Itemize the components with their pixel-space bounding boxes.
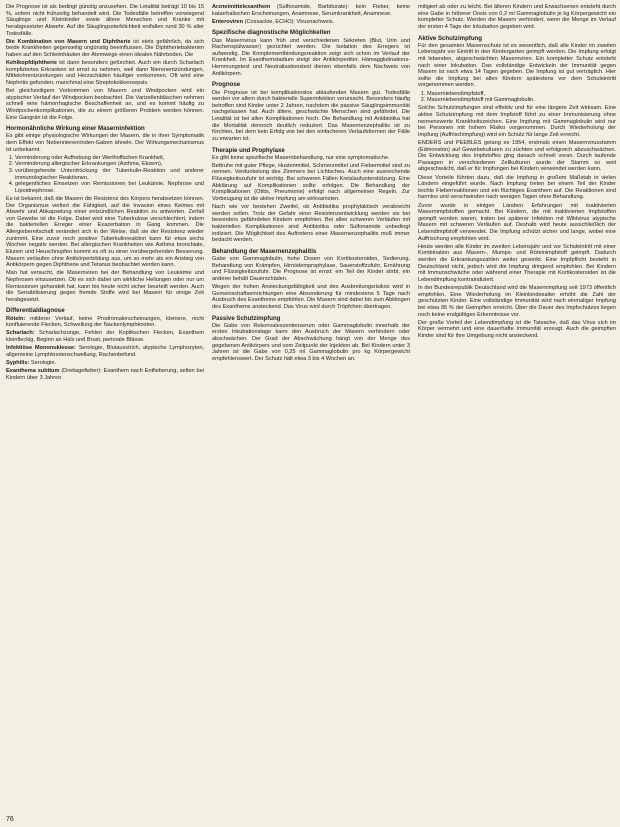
body-paragraph [212, 323, 410, 363]
list-item: 1. Masernlebendimpfstoff, [427, 91, 616, 98]
body-paragraph [418, 4, 616, 31]
paragraph-text: Es gibt keine spezifische Masernbehandlung, nur eine symptomatische. [212, 154, 390, 161]
paragraph-text: Heute werden alle Kinder im zweiten Lebensjahr und vor Schuleintritt mit einer Kombination aus Masern-, Mumps- und Rötelnimpfstoff geimpft. Dadurch werden die Erkrankungszahlen weiter gesenkt. Eine Impfpflicht besteht in Deutschland nicht, jedoch wird die Impfung dringend empfohlen. Bei Kindern mit Immunschwäche oder während einer Therapie mit Kortikosteroiden ist die Lebendimpfung kontraindiziert. [418, 243, 616, 283]
body-paragraph [6, 368, 204, 381]
body-paragraph [418, 244, 616, 284]
body-paragraph [6, 196, 204, 269]
body-paragraph [212, 19, 410, 26]
section-heading: Passive Schutzimpfung [212, 314, 281, 322]
body-paragraph [212, 90, 410, 143]
paragraph-text: Der große Vorteil der Lebendimpfung ist die Tatsache, daß das Virus sich im Körper vermehrt und eine dauerhafte Immunität erzeugt. Auch die geimpften Kinder sind für ihre Umgebung nicht ansteckend. [418, 319, 616, 339]
body-paragraph [212, 4, 410, 17]
body-paragraph [418, 43, 616, 89]
paragraph-text: Solche Schutzimpfungen sind effektiv und für eine längere Zeit wirksam. Eine aktive Schutzimpfung mit dem Impfstoff führt zu einer Immunisierung ohne nennenswerte Krankheitszeichen. Eine Impfung mit Gammaglobulin wird nur bei Personen mit hohem Risiko vorgenommen. Durch Wiederholung der Impfung (Auffrischimpfung) wird ein Schutz für lange Zeit erreicht. [418, 105, 616, 138]
list-item: 2. Verminderung allergischer Erkrankungen (Asthma, Ekzem), [15, 161, 204, 168]
paragraph-text: Wegen der hohen Ansteckungsfähigkeit und des Ausbreitungsrisikos wird in Gemeinschaftseinrichtungen eine Absonderung für mindestens 5 Tage nach Ausbruch des Exanthems empfohlen. Die Masern sind dabei bis zum Abklingen des Exanthems ansteckend. Das Virus wird durch Tröpfchen übertragen. [212, 284, 410, 310]
body-paragraph [418, 285, 616, 318]
body-paragraph [418, 140, 616, 173]
body-paragraph [212, 256, 410, 283]
paragraph-text: milderer Verlauf, keine Prodromalerscheinungen, kleinere, nicht konfluierende Flecken, Schwellung der Nackenlymphknoten. [6, 315, 204, 329]
paragraph-text: Zuvor wurde in einigen Ländern Erfahrungen mit inaktivierten Masernimpfstoffen gemacht. Bei Kindern, die mit inaktivierten Impfstoffen geimpft worden waren, traten bei späterer Infektion mit Wildvirus atypische Masern mit schweren Verläufen auf. Deshalb wird heute ausschließlich der Lebendimpfstoff verwendet. Die Impfung schützt sicher und lange, wobei eine Auffrischung empfohlen wird. [418, 202, 616, 242]
paragraph-text: ist dann besonders gefürchtet. Auch ein durch Scharlach kompliziertes Erkranken ist ernst zu nehmen, weil dann Nierenentzündungen, Mittelohrentzündungen und Herzschäden häufiger vorkommen. Oft wird eine Nephritis gefunden, manchmal eine Streptokokkensepsis. [6, 60, 204, 86]
body-paragraph [418, 175, 616, 202]
body-paragraph [6, 4, 204, 37]
body-paragraph [6, 270, 204, 303]
paragraph-text: Für den gesamten Masernschutz ist es wesentlich, daß alle Kinder im zweiten Lebensjahr vor Eintritt in den Kindergarten geimpft werden. Die Impfung erfolgt mit lebenden, abgeschwächten Masernviren. Ein kompletter Schutz entsteht nach einer Inkubation. Das vollständige Entwickeln der Immunität gegen Masern ist nach etwa 14 Tagen gegeben. Die Impfung ist gut verträglich. Hier sollte die Impfung bei allen Kindern spätestens vor dem Schuleintritt vorgenommen werden. [418, 42, 616, 89]
paragraph-text: Scharlachzunge, Fehlen der Koplikschen Flecken, Exanthem kleinfleckig, Beginn an Hals und Brust, periorale Blässe. [6, 330, 204, 344]
paragraph-text: (Coxsackie, ECHO): Virusnachweis. [244, 18, 335, 25]
paragraph-text: In der Bundesrepublik Deutschland wird die Masernimpfung seit 1973 öffentlich empfohlen. Eine Wiederholung im Kleinkindesalter erhöht die Zahl der geschützten Kinder. Eine vollständige Immunität wird nach einmaliger Impfung bei etwa 95 % der Geimpften erreicht. Über die Dauer des Impfschutzes liegen noch keine endgültigen Erkenntnisse vor. [418, 285, 616, 318]
bold-lead-term: Die Kombination von Masern und Diphtherie [6, 38, 131, 45]
document-page [6, 4, 616, 816]
section-heading: Therapie und Prophylaxe [212, 146, 285, 154]
body-paragraph [418, 105, 616, 138]
paragraph-text: (Sulfonamide, Barbiturate): kein Fieber, keine katarrhalischen Erscheinungen, Anamnese, Serumkrankheit, Anamnese. [212, 4, 410, 17]
bold-lead-term: Kehlkopfdiphtherie [6, 60, 57, 66]
body-paragraph [6, 330, 204, 343]
section-heading: Differentialdiagnose [6, 307, 65, 315]
text-column-left [6, 4, 204, 816]
paragraph-text: Serologie, Blutausstrich, atypische Lymphozyten, allgemeine Lymphknotenschwellung, Rachenbefund. [6, 345, 204, 358]
body-paragraph [6, 60, 204, 87]
section-heading: Behandlung der Masernenzephalitis [212, 247, 317, 255]
paragraph-text: mitigiert ab oder zu leicht. Bei älteren Kindern und Erwachsenen entsteht durch eine Gabe in höherer Dosis von 0,2 ml Gammaglobulin je kg Körpergewicht ein kompletter Schutz. Werden die Masern verhindert, wenn die Menge im Verlauf der ersten 4 Tage der Inkubation gegeben wird. [418, 4, 616, 30]
body-paragraph [6, 345, 204, 358]
paragraph-text: Nach wie vor bestehen Zweifel, ob Antibiotika prophylaktisch verabreicht werden sollen. Trotz der Gefahr einer Resistenzentwicklung werden sie bei besonders gefährdeten Kindern empfohlen. Bei allen schweren Verläufen mit bakteriellen Komplikationen sind Antibiotika oder Sulfonamide unbedingt indiziert. Die Möglichkeit des Auftretens einer Masernenzephalitis muß immer bedacht werden. [212, 204, 410, 244]
body-paragraph [418, 320, 616, 340]
bold-lead-term: Scharlach: [6, 330, 35, 337]
paragraph-text: Man hat versucht, die Masernviren bei der Behandlung von Leukämie und Nephrosen einzusetzen. Ob es sich dabei um wirkliche Heilungen oder nur um Remissionen gehandelt hat, kann bis heute nicht sicher beurteilt werden. Auch die Sensibilisierung gegen fremde Stoffe wird bei Masern für einige Zeit herabgesetzt. [6, 270, 204, 303]
paragraph-text: Diese Vorteile führten dazu, daß die Impfung in großem Maßstab in vielen Ländern eingeführt wurde. Nach Impfung treten bei einem Teil der Kinder leichte Fieberreaktionen und ein flüchtiges Exanthem auf. Die Reaktionen sind harmlos und verschwinden nach wenigen Tagen ohne Behandlung. [418, 174, 616, 201]
body-paragraph [212, 163, 410, 203]
section-heading: Prognose [212, 81, 241, 89]
paragraph-text: Serologie. [30, 359, 57, 366]
section-heading: Hormonähnliche Wirkung einer Maserninfektion [6, 125, 145, 133]
paragraph-text: ENDERS und PEEBLES gelang es 1954, erstmals einen Masernvirusstamm (Edmonston) auf Gewebekulturen zu züchten und erfolgreich abzuschwächen. Die Entwicklung des Impfstoffes ging danach schnell voran. Durch laufende Passagen in verschiedenen Zellkulturen wurde der Stamm so weit abgeschwächt, daß er für Impfungen bei Kindern verwendet werden kann. [418, 139, 616, 173]
section-heading: Aktive Schutzimpfung [418, 34, 482, 42]
text-column-middle [212, 4, 410, 816]
paragraph-text: Bettruhe mit guter Pflege, Hustenmittel, Schmerzmittel und Fiebermittel sind zu nennen. Verdunkelung des Zimmers bei Lichtscheu. Auch eine ausreichende Flüssigkeitszufuhr ist wichtig. Bei schweren Fällen Kreislaufunterstützung. Eine Abklärung auf Komplikationen sollte erfolgen. Die Behandlung der Komplikationen (Otitis, Pneumonie) erfolgt nach allgemeinen Regeln. Zur Vorbeugung ist die aktive Impfung am wirksamsten. [212, 162, 410, 202]
paragraph-text: Es gibt einige physiologische Wirkungen der Masern, die in ihrer Symptomatik dem Effekt von Nebennierenrinden-Gaben ähneln. Der Wirkungsmechanismus ist unbekannt. [6, 133, 204, 153]
list-item: 1. Verminderung oder Aufhebung der Werlhoffschen Krankheit, [15, 155, 204, 162]
list-item: 2. Masernlebendimpfstoff mit Gammaglobulin. [427, 97, 616, 104]
body-paragraph [6, 316, 204, 329]
bold-lead-term: Infektiöse Mononukleose: [6, 345, 76, 352]
bold-lead-term: Enteroviren [212, 18, 244, 25]
list-item: 4. gelegentliches Einsetzen von Remissionen bei Leukämie, Nephrose und Lipoidnephrose. [15, 181, 204, 194]
list-item: 3. vorübergehende Unterdrückung der Tuberkulin-Reaktion und anderer immunologischer Reaktionen, [15, 168, 204, 181]
paragraph-text: Bei gleichzeitigem Vorkommen von Masern und Windpocken wird ein atypischer Verlauf der Windpocken beobachtet. Die Varizellenbläschen nehmen schnell eine hämorrhagische Beschaffenheit an, und es kommt häufig zu Windpockenkomplikationen, die zu einem größeren Problem werden können. Eine Gangrän ist die Folge. [6, 88, 204, 121]
body-paragraph [212, 204, 410, 244]
numbered-list [418, 91, 616, 104]
body-paragraph [6, 88, 204, 121]
body-paragraph [6, 133, 204, 153]
paragraph-text: (Dreitagefieber): Exanthem nach Entfieberung, selten bei Kindern über 3 Jahren. [6, 368, 204, 381]
body-paragraph [212, 155, 410, 162]
paragraph-text: Die Prognose ist bei komplikationslos ablaufenden Masern gut. Todesfälle werden vor allem durch bakterielle Superinfektion verursacht. Besonders häufig betroffen sind Kinder unter 2 Jahren, nachdem die passive Säuglingsimmunität nachgelassen hat. Auch ältere, geschwächte Menschen sind gefährdet. Die Letalität ist bei allen Komplikationen hoch. Die Behandlung mit Antibiotika hat die Mortalität dennoch deutlich reduziert. Das Masernenzephalitis ist zu fürchten, bei dem kein Erfolg wie bei den einfacheren Verlaufsformen der Fälle zu erwarten ist. [212, 89, 410, 142]
body-paragraph [212, 38, 410, 78]
paragraph-text: Die Gabe von Rekonvaleszentenserum oder Gammaglobulin innerhalb der ersten Inkubationstage kann den Ausbruch der Masern verhindern oder abschwächen. Der Grad der Abschwächung hängt von der Menge des gegebenen Antikörpers und vom Zeitpunkt der Injektion ab. Bei Kindern unter 3 Jahren ist die Gabe von 0,25 ml Gammaglobulin pro kg Körpergewicht empfehlenswert. Der Schutz hält etwa 3 bis 4 Wochen an. [212, 322, 410, 362]
page-number: 76 [6, 816, 14, 823]
paragraph-text: Gabe von Gammaglobulin, hohe Dosen von Kortikosteroiden, Sedierung, Behandlung von Krämpfen, Hirnödemprophylaxe, Sauerstoffzufuhr, Ernährung und Flüssigkeitszufuhr. Die Prognose ist ernst: ein Teil der Kinder stirbt, ein anderer behält Dauerschäden. [212, 256, 410, 282]
body-paragraph [6, 39, 204, 59]
paragraph-text: ist stets gefährlich, da sich beide Krankheiten gegenseitig ungünstig beeinflussen. Die Diphtheriebakterien haben auf den Schleimhäuten der Atemwege einen idealen Nährboden. Die [6, 38, 204, 58]
bold-lead-term: Exanthema subitum [6, 368, 60, 375]
body-paragraph [418, 203, 616, 243]
paragraph-text: Das Masernvirus kann früh und verschiedenen Sekreten (Blut, Urin und Rachenspülwasser) gezüchtet werden. Die Isolation des Erregers ist aufwendig. Die Komplementbindungsreaktion zeigt sich schon im Verlauf der Krankheit. Im Exanthemstadium steigt der Antikörpertiter. Hämagglutinations-Hemmungstest und Neutralisationstest dienen ebenfalls dem Nachweis von Antikörpern. [212, 37, 410, 77]
bold-lead-term: Syphilis: [6, 359, 30, 366]
text-column-right [418, 4, 616, 816]
body-paragraph [6, 360, 204, 367]
bold-lead-term: Arzneimittelexanthem [212, 4, 271, 10]
section-heading: Spezifische diagnostische Möglichkeiten [212, 29, 331, 37]
bold-lead-term: Röteln: [6, 315, 26, 322]
numbered-list [6, 155, 204, 195]
paragraph-text: Die Prognose ist als bedingt günstig anzusehen. Die Letalität beträgt 10 bis 15 %, sofern nicht frühzeitig behandelt wird. Die Todesfälle betreffen vorwiegend Säuglinge und Kleinkinder sowie ältere Menschen und Kranke mit herabgesetzter Abwehr. Auf die Säuglingssterblichkeit entfallen rund 30 % aller Todesfälle. [6, 4, 204, 37]
body-paragraph [212, 284, 410, 311]
paragraph-text: Es ist bekannt, daß die Masern die Resistenz des Körpers herabsetzen können. Der Organismus verliert die Fähigkeit, auf die Invasion eines Keimes mit Abwehr und Abkapselung einer entzündlichen Reaktion zu antworten. Zerfall von Gewebe ist die Folge. Dabei wird eine Tuberkulose verschlechtert, indem die bakteriellen Erreger einer Exazerbation in Gang kommen. Die Allergiebereitschaft verändert sich in der Weise, daß sie der Resistenz wieder zunimmt. Eine zuvor noch positive Tuberkulinreaktion kann für etwa sechs Wochen negativ werden. Bei allergischen Krankheiten wie Asthma bronchiale, Ekzem und Heuschnupfen kommt es oft zu einer vorübergehenden Besserung. Masern verlaufen ohne Antikörperbildung aus, um so mehr als ein Anstieg von Antikörpern gegen Diphtherie und Tetanus beobachtet werden kann. [6, 195, 204, 269]
